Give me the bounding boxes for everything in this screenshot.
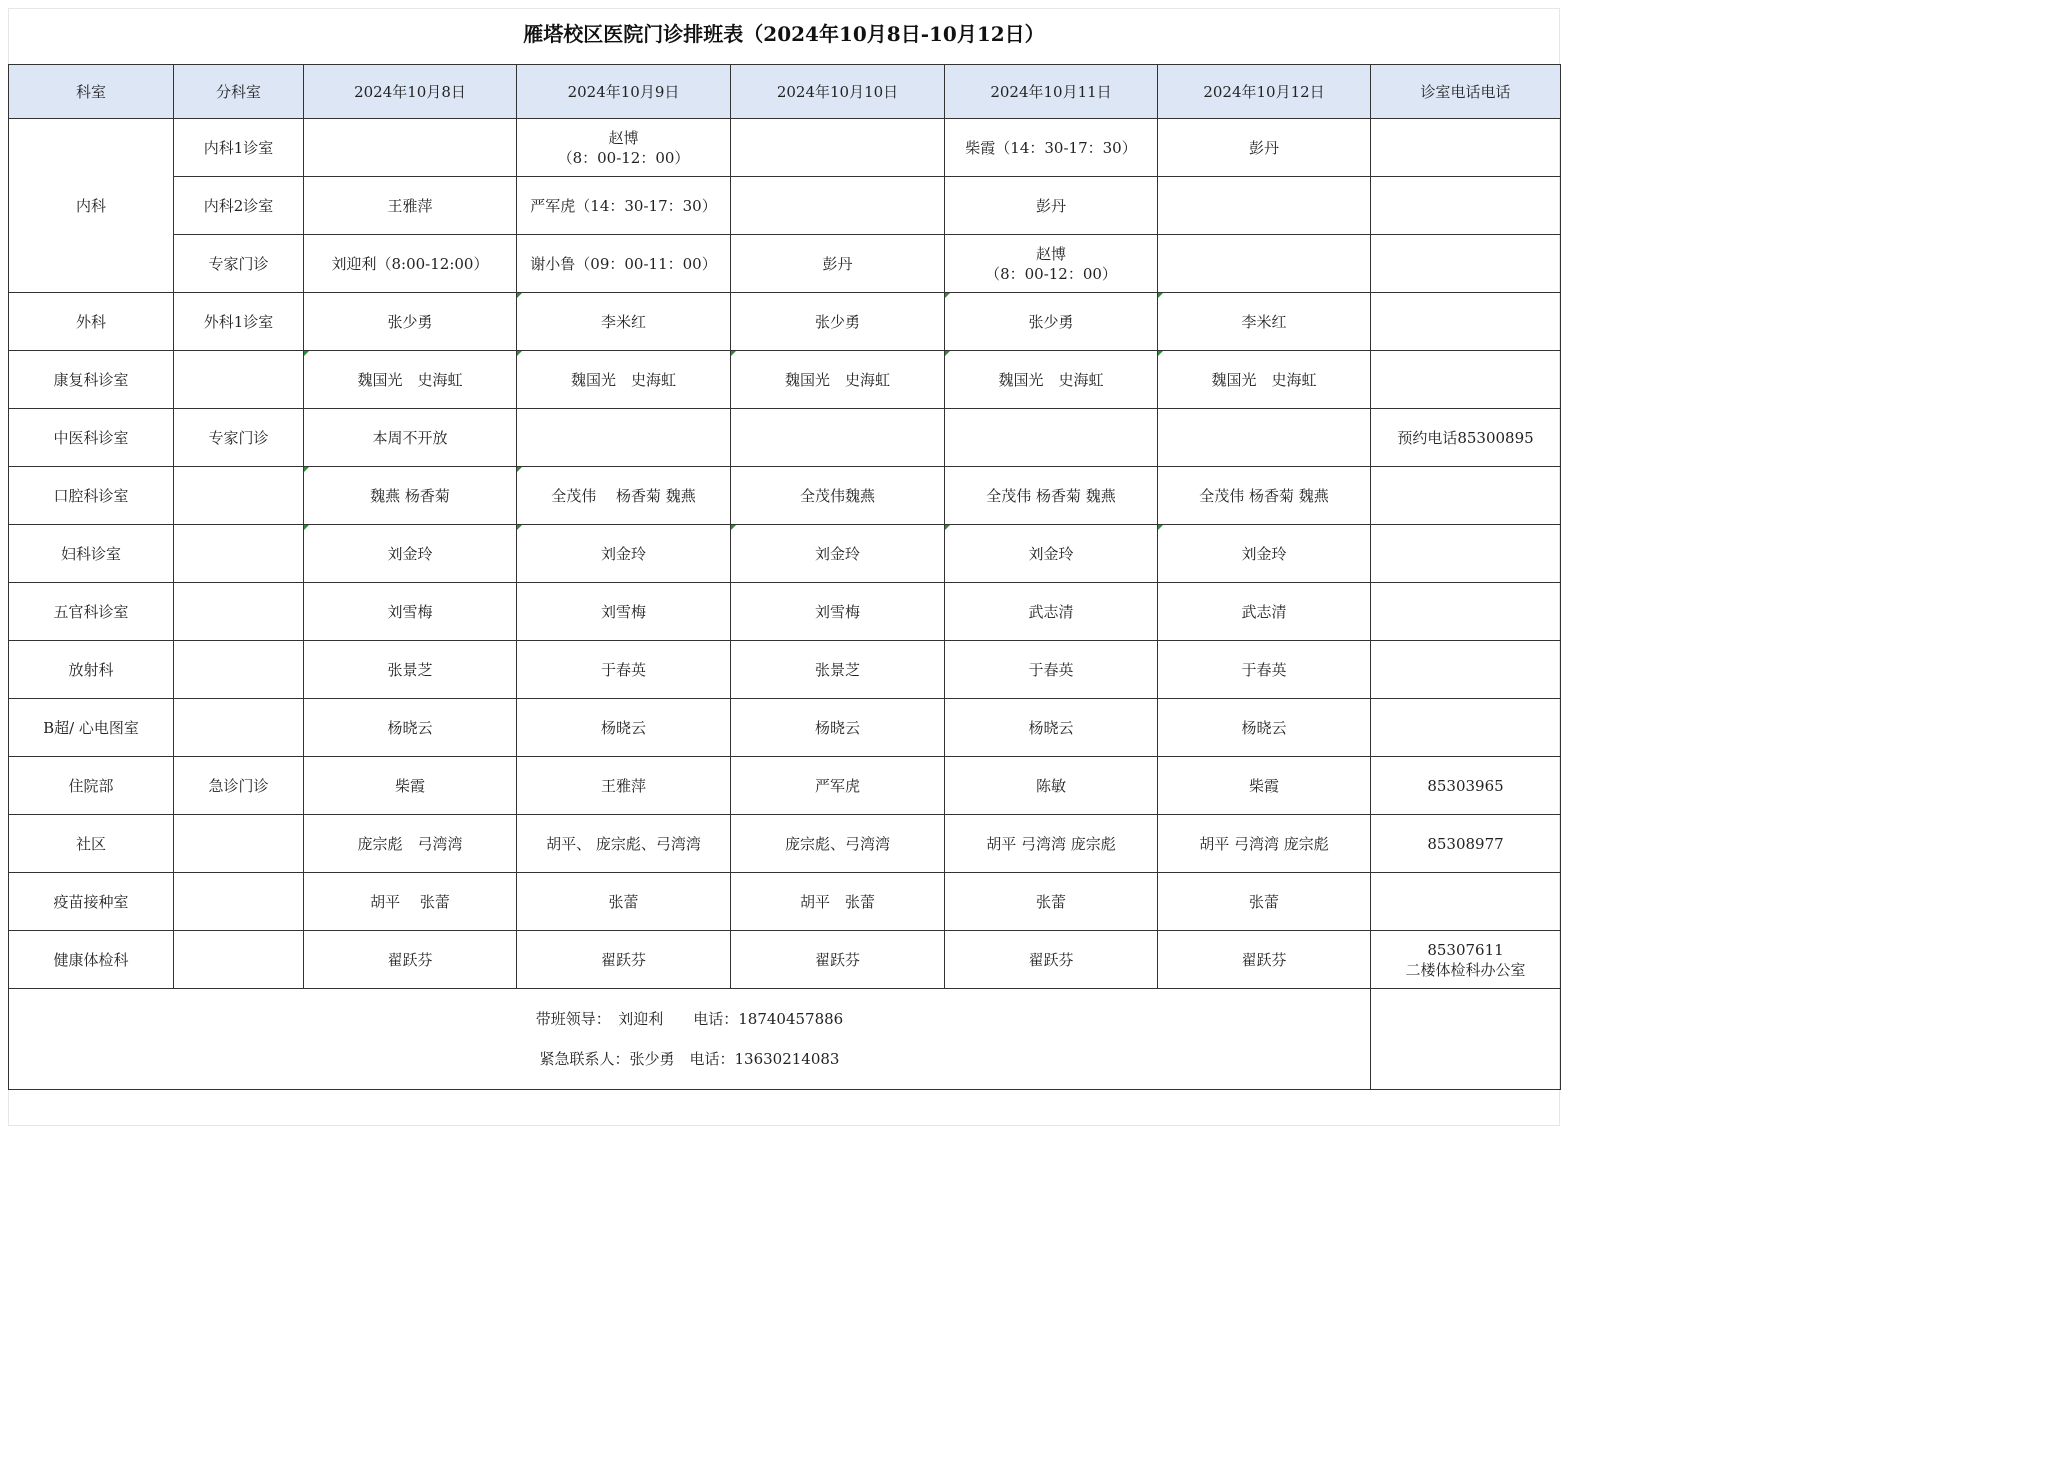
- schedule-cell: 武志清: [1158, 583, 1371, 641]
- schedule-cell: 翟跃芬: [304, 931, 517, 989]
- schedule-cell: 杨晓云: [945, 699, 1158, 757]
- table-row: [9, 873, 1561, 931]
- subdept-cell: [174, 815, 304, 873]
- schedule-cell: 胡平 张蕾: [731, 873, 945, 931]
- schedule-cell: 全茂伟魏燕: [731, 467, 945, 525]
- subdept-cell: [174, 641, 304, 699]
- dept-cell: 疫苗接种室: [9, 873, 174, 931]
- dept-cell: 健康体检科: [9, 931, 174, 989]
- phone-cell: 85307611 二楼体检科办公室: [1371, 931, 1561, 989]
- schedule-cell: 杨晓云: [731, 699, 945, 757]
- schedule-cell: 全茂伟 杨香菊 魏燕: [1158, 467, 1371, 525]
- schedule-cell: 翟跃芬: [517, 931, 731, 989]
- header-row: [9, 65, 1561, 119]
- schedule-cell: [517, 409, 731, 467]
- schedule-cell: 于春英: [517, 641, 731, 699]
- table-row: [9, 119, 1561, 177]
- schedule-cell: 李米红: [517, 293, 731, 351]
- subdept-cell: 专家门诊: [174, 409, 304, 467]
- schedule-cell: 刘迎利（8:00-12:00）: [304, 235, 517, 293]
- schedule-cell: 刘金玲: [1158, 525, 1371, 583]
- schedule-cell: 本周不开放: [304, 409, 517, 467]
- emergency-contact-text: 紧急联系人：张少勇 电话：13630214083: [539, 1050, 840, 1068]
- schedule-cell: [304, 119, 517, 177]
- subdept-cell: [174, 873, 304, 931]
- dept-cell: B超/ 心电图室: [9, 699, 174, 757]
- table-row: [9, 641, 1561, 699]
- schedule-cell: 彭丹: [1158, 119, 1371, 177]
- subdept-cell: [174, 931, 304, 989]
- schedule-cell: 翟跃芬: [1158, 931, 1371, 989]
- header-dept: 科室: [9, 65, 174, 119]
- phone-cell: 预约电话85300895: [1371, 409, 1561, 467]
- dept-cell: 口腔科诊室: [9, 467, 174, 525]
- subdept-cell: 专家门诊: [174, 235, 304, 293]
- schedule-cell: 魏燕 杨香菊: [304, 467, 517, 525]
- schedule-cell: 张景芝: [304, 641, 517, 699]
- header-day-1: 2024年10月8日: [304, 65, 517, 119]
- schedule-cell: 胡平 弓湾湾 庞宗彪: [945, 815, 1158, 873]
- schedule-cell: 张景芝: [731, 641, 945, 699]
- schedule-cell: 翟跃芬: [731, 931, 945, 989]
- table-row: [9, 815, 1561, 873]
- schedule-cell: 魏国光 史海虹: [517, 351, 731, 409]
- dept-cell: 康复科诊室: [9, 351, 174, 409]
- subdept-cell: 急诊门诊: [174, 757, 304, 815]
- schedule-cell: 全茂伟 杨香菊 魏燕: [517, 467, 731, 525]
- schedule-cell: 柴霞: [1158, 757, 1371, 815]
- phone-cell: [1371, 293, 1561, 351]
- schedule-cell: 刘雪梅: [731, 583, 945, 641]
- subdept-cell: [174, 525, 304, 583]
- schedule-cell: [1158, 177, 1371, 235]
- table-row: [9, 467, 1561, 525]
- page-title: 雁塔校区医院门诊排班表（2024年10月8日-10月12日）: [523, 22, 1045, 46]
- table-row: [9, 351, 1561, 409]
- phone-cell: 85308977: [1371, 815, 1561, 873]
- schedule-cell: 彭丹: [731, 235, 945, 293]
- header-subdept: 分科室: [174, 65, 304, 119]
- schedule-cell: 严军虎（14：30-17：30）: [517, 177, 731, 235]
- phone-cell: 85303965: [1371, 757, 1561, 815]
- subdept-cell: [174, 467, 304, 525]
- schedule-cell: 严军虎: [731, 757, 945, 815]
- phone-cell: [1371, 699, 1561, 757]
- phone-cell: [1371, 467, 1561, 525]
- header-day-2: 2024年10月9日: [517, 65, 731, 119]
- phone-cell: [1371, 119, 1561, 177]
- footer-contacts: [9, 989, 1371, 1090]
- phone-cell: [1371, 641, 1561, 699]
- dept-cell: 外科: [9, 293, 174, 351]
- dept-cell: 社区: [9, 815, 174, 873]
- schedule-cell: 魏国光 史海虹: [731, 351, 945, 409]
- phone-cell: [1371, 177, 1561, 235]
- duty-leader-text: 带班领导： 刘迎利 电话：18740457886: [535, 1010, 844, 1028]
- schedule-cell: [1158, 235, 1371, 293]
- table-row: [9, 583, 1561, 641]
- schedule-cell: 张少勇: [945, 293, 1158, 351]
- schedule-cell: 赵博 （8：00-12：00）: [517, 119, 731, 177]
- dept-cell: 五官科诊室: [9, 583, 174, 641]
- table-row: [9, 699, 1561, 757]
- schedule-cell: [945, 409, 1158, 467]
- schedule-cell: 柴霞（14：30-17：30）: [945, 119, 1158, 177]
- schedule-cell: 陈敏: [945, 757, 1158, 815]
- schedule-cell: 张蕾: [517, 873, 731, 931]
- schedule-cell: [1158, 409, 1371, 467]
- schedule-cell: 庞宗彪 弓湾湾: [304, 815, 517, 873]
- schedule-cell: 于春英: [1158, 641, 1371, 699]
- schedule-cell: 于春英: [945, 641, 1158, 699]
- subdept-cell: 外科1诊室: [174, 293, 304, 351]
- header-day-5: 2024年10月12日: [1158, 65, 1371, 119]
- table-row: [9, 931, 1561, 989]
- schedule-cell: 李米红: [1158, 293, 1371, 351]
- dept-cell: 中医科诊室: [9, 409, 174, 467]
- phone-cell: [1371, 873, 1561, 931]
- phone-cell: [1371, 235, 1561, 293]
- table-row: [9, 293, 1561, 351]
- table-row: [9, 409, 1561, 467]
- schedule-cell: 刘雪梅: [304, 583, 517, 641]
- schedule-cell: [731, 177, 945, 235]
- schedule-cell: 庞宗彪、弓湾湾: [731, 815, 945, 873]
- schedule-cell: [731, 119, 945, 177]
- schedule-cell: 胡平、 庞宗彪、弓湾湾: [517, 815, 731, 873]
- phone-cell: [1371, 989, 1561, 1090]
- schedule-cell: 谢小鲁（09：00-11：00）: [517, 235, 731, 293]
- schedule-cell: 魏国光 史海虹: [304, 351, 517, 409]
- schedule-cell: 全茂伟 杨香菊 魏燕: [945, 467, 1158, 525]
- dept-cell: 放射科: [9, 641, 174, 699]
- schedule-cell: 魏国光 史海虹: [1158, 351, 1371, 409]
- dept-cell: 内科: [9, 119, 174, 293]
- phone-cell: [1371, 525, 1561, 583]
- footer-row: [9, 989, 1561, 1090]
- schedule-cell: 翟跃芬: [945, 931, 1158, 989]
- subdept-cell: [174, 351, 304, 409]
- schedule-cell: 张蕾: [945, 873, 1158, 931]
- phone-cell: [1371, 351, 1561, 409]
- header-day-3: 2024年10月10日: [731, 65, 945, 119]
- schedule-cell: 刘金玲: [517, 525, 731, 583]
- schedule-cell: 彭丹: [945, 177, 1158, 235]
- schedule-cell: 刘金玲: [731, 525, 945, 583]
- table-row: [9, 525, 1561, 583]
- table-row: [9, 235, 1561, 293]
- table-row: [9, 177, 1561, 235]
- dept-cell: 住院部: [9, 757, 174, 815]
- header-day-4: 2024年10月11日: [945, 65, 1158, 119]
- schedule-cell: 刘金玲: [304, 525, 517, 583]
- schedule-cell: 胡平 张蕾: [304, 873, 517, 931]
- schedule-cell: 张少勇: [731, 293, 945, 351]
- schedule-cell: 王雅萍: [304, 177, 517, 235]
- schedule-cell: 杨晓云: [517, 699, 731, 757]
- schedule-cell: [731, 409, 945, 467]
- schedule-cell: 张少勇: [304, 293, 517, 351]
- schedule-cell: 刘金玲: [945, 525, 1158, 583]
- schedule-cell: 张蕾: [1158, 873, 1371, 931]
- schedule-cell: 柴霞: [304, 757, 517, 815]
- dept-cell: 妇科诊室: [9, 525, 174, 583]
- subdept-cell: 内科1诊室: [174, 119, 304, 177]
- header-phone: 诊室电话电话: [1371, 65, 1561, 119]
- subdept-cell: 内科2诊室: [174, 177, 304, 235]
- schedule-cell: 王雅萍: [517, 757, 731, 815]
- schedule-table: [8, 64, 1561, 1090]
- subdept-cell: [174, 583, 304, 641]
- phone-cell: [1371, 583, 1561, 641]
- schedule-cell: 赵博 （8：00-12：00）: [945, 235, 1158, 293]
- schedule-cell: 魏国光 史海虹: [945, 351, 1158, 409]
- schedule-cell: 杨晓云: [304, 699, 517, 757]
- schedule-cell: 武志清: [945, 583, 1158, 641]
- schedule-cell: 杨晓云: [1158, 699, 1371, 757]
- schedule-cell: 刘雪梅: [517, 583, 731, 641]
- table-row: [9, 757, 1561, 815]
- schedule-cell: 胡平 弓湾湾 庞宗彪: [1158, 815, 1371, 873]
- subdept-cell: [174, 699, 304, 757]
